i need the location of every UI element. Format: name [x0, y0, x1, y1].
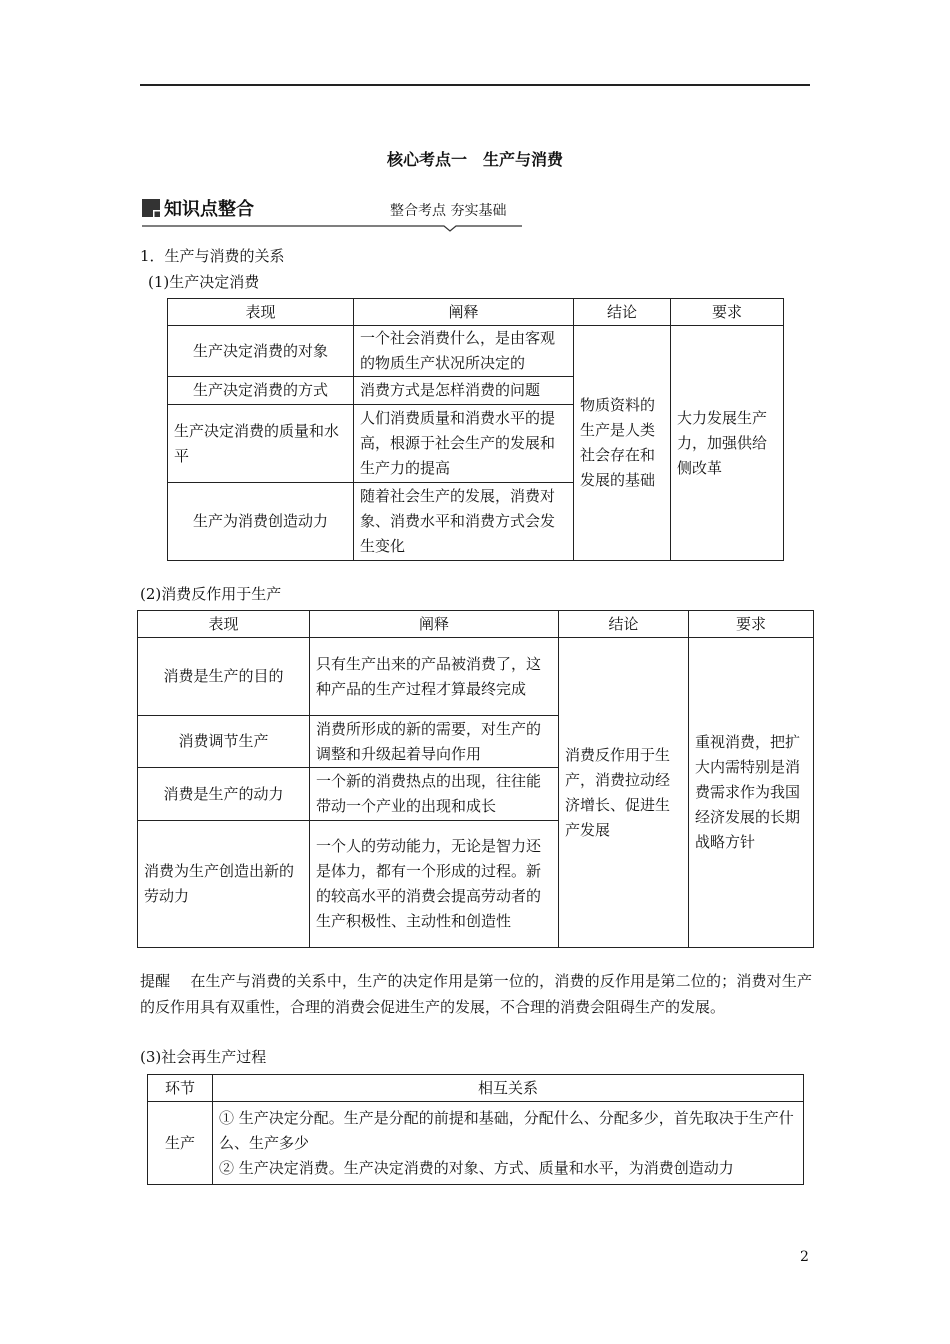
cell-chanshi: 消费所形成的新的需要，对生产的调整和升级起着导向作用	[310, 716, 559, 768]
reminder-paragraph	[140, 968, 812, 1020]
cell-biaoxian: 生产决定消费的质量和水平	[168, 405, 354, 483]
section-square-icon	[142, 199, 160, 217]
header-jielun: 结论	[559, 611, 689, 638]
cell-chanshi: 一个人的劳动能力，无论是智力还是体力，都有一个形成的过程。新的较高水平的消费会提高劳动者的生产积极性、主动性和创造性	[310, 821, 559, 948]
page-title: 核心考点一 生产与消费	[386, 150, 563, 169]
table-row	[148, 1102, 804, 1185]
cell-biaoxian: 生产决定消费的对象	[168, 326, 354, 377]
reminder-text: 在生产与消费的关系中，生产的决定作用是第一位的，消费的反作用是第二位的；消费对生产的反作用具有双重性，合理的消费会促进生产的发展，不合理的消费会阻碍生产的发展。	[140, 972, 812, 1016]
cell-biaoxian: 消费是生产的动力	[138, 768, 310, 821]
section-underline	[142, 222, 522, 232]
table-row	[138, 638, 814, 716]
cell-biaoxian: 生产为消费创造动力	[168, 483, 354, 561]
header-xianghu-guanxi: 相互关系	[213, 1075, 804, 1102]
heading-relation: 1．生产与消费的关系	[140, 247, 285, 265]
reminder-label: 提醒	[140, 972, 171, 990]
cell-xianghu-guanxi	[213, 1102, 804, 1185]
relation-line-2: ② 生产决定消费。生产决定消费的对象、方式、质量和水平，为消费创造动力	[219, 1158, 734, 1177]
cell-jielun: 消费反作用于生产，消费拉动经济增长、促进生产发展	[559, 638, 689, 948]
cell-chanshi: 一个社会消费什么，是由客观的物质生产状况所决定的	[354, 326, 574, 377]
table-consumption-reacts-on-production	[137, 610, 814, 948]
cell-yaoqiu: 重视消费，把扩大内需特别是消费需求作为我国经济发展的长期战略方针	[689, 638, 814, 948]
section-title: 知识点整合	[164, 199, 254, 220]
cell-biaoxian: 消费调节生产	[138, 716, 310, 768]
cell-chanshi: 随着社会生产的发展，消费对象、消费水平和消费方式会发生变化	[354, 483, 574, 561]
table-production-determines-consumption	[167, 298, 784, 561]
table-social-reproduction	[147, 1074, 804, 1185]
table-row	[168, 326, 784, 377]
cell-jielun: 物质资料的生产是人类社会存在和发展的基础	[574, 326, 671, 561]
section-subtitle: 整合考点 夯实基础	[390, 203, 507, 219]
subheading-production-determines: (1)生产决定消费	[148, 273, 260, 291]
header-huanjie: 环节	[148, 1075, 213, 1102]
header-biaoxian: 表现	[168, 299, 354, 326]
cell-huanjie: 生产	[148, 1102, 213, 1185]
cell-biaoxian: 生产决定消费的方式	[168, 377, 354, 405]
cell-biaoxian: 消费为生产创造出新的劳动力	[138, 821, 310, 948]
header-jielun: 结论	[574, 299, 671, 326]
page-number: 2	[800, 1249, 809, 1265]
relation-line-1: ① 生产决定分配。生产是分配的前提和基础，分配什么、分配多少，首先取决于生产什么、生产多少	[219, 1108, 794, 1152]
subheading-consumption-reacts: (2)消费反作用于生产	[140, 585, 282, 603]
cell-chanshi: 只有生产出来的产品被消费了，这种产品的生产过程才算最终完成	[310, 638, 559, 716]
cell-chanshi: 人们消费质量和消费水平的提高，根源于社会生产的发展和生产力的提高	[354, 405, 574, 483]
header-yaoqiu: 要求	[671, 299, 784, 326]
header-biaoxian: 表现	[138, 611, 310, 638]
cell-yaoqiu: 大力发展生产力，加强供给侧改革	[671, 326, 784, 561]
header-rule	[140, 84, 810, 86]
header-chanshi: 阐释	[354, 299, 574, 326]
header-yaoqiu: 要求	[689, 611, 814, 638]
cell-chanshi: 消费方式是怎样消费的问题	[354, 377, 574, 405]
cell-chanshi: 一个新的消费热点的出现，往往能带动一个产业的出现和成长	[310, 768, 559, 821]
subheading-reproduction: (3)社会再生产过程	[140, 1048, 267, 1066]
cell-biaoxian: 消费是生产的目的	[138, 638, 310, 716]
header-chanshi: 阐释	[310, 611, 559, 638]
